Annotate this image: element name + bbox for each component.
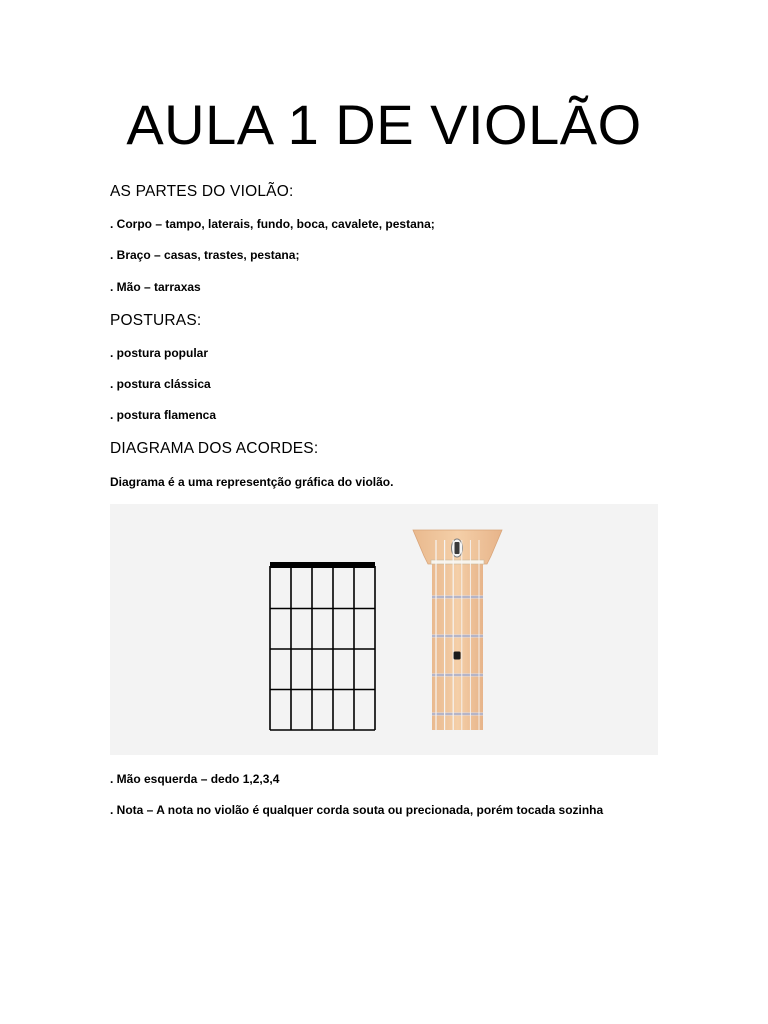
guitar-fret [432, 713, 483, 716]
guitar-fret [432, 674, 483, 677]
truss-rod-nut [455, 542, 460, 554]
list-item: . postura flamenca [110, 408, 217, 422]
guitar-nut [431, 560, 484, 564]
guitar-fretboard [432, 562, 483, 730]
list-item: . Corpo – tampo, laterais, fundo, boca, cavalete, pestana; [110, 217, 435, 231]
pressed-note-marker [454, 652, 461, 660]
chord-grid-nut [270, 562, 375, 568]
section-heading-diagram: DIAGRAMA DOS ACORDES: [110, 440, 319, 457]
chord-diagram-svg [110, 504, 658, 755]
section-heading-parts: AS PARTES DO VIOLÃO: [110, 183, 294, 200]
list-item: . postura popular [110, 346, 209, 360]
chord-grid [270, 562, 375, 730]
list-item: . Braço – casas, trastes, pestana; [110, 248, 300, 262]
note-left-hand: . Mão esquerda – dedo 1,2,3,4 [110, 772, 280, 786]
list-item: . Mão – tarraxas [110, 280, 201, 294]
chord-diagram-figure [110, 504, 658, 755]
note-definition: . Nota – A nota no violão é qualquer corda souta ou precionada, porém tocada sozinha [110, 803, 604, 817]
page-title: AULA 1 DE VIOLÃO [126, 93, 642, 156]
guitar-fret [432, 635, 483, 638]
list-item: . postura clássica [110, 377, 211, 391]
diagram-intro: Diagrama é a uma representção gráfica do violão. [110, 475, 394, 489]
section-heading-postures: POSTURAS: [110, 312, 202, 329]
guitar-neck-illustration [413, 530, 502, 730]
guitar-fret [432, 596, 483, 599]
